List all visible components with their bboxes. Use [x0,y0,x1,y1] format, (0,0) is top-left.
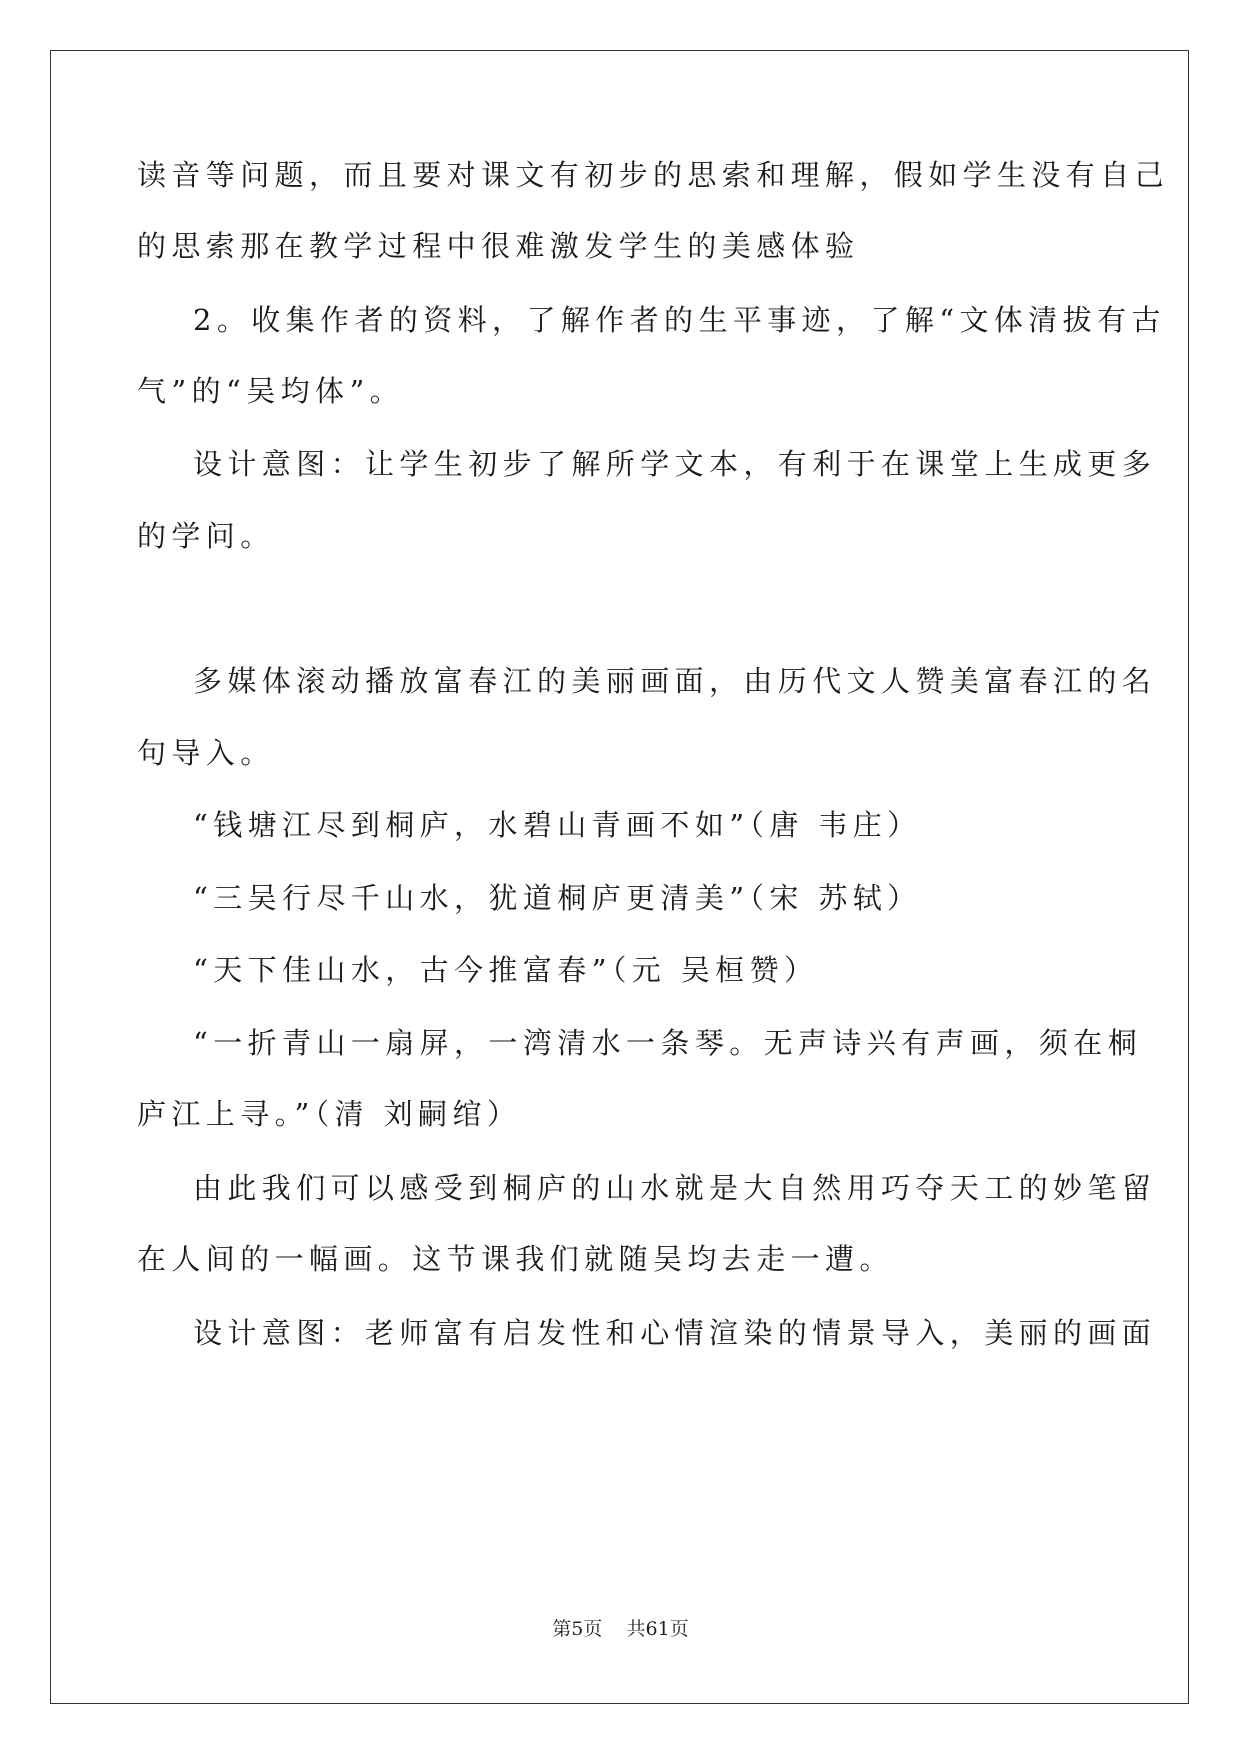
text-line: 读音等问题，而且要对课文有初步的思索和理解，假如学生没有自己 [137,158,1170,192]
page-footer [0,1617,1241,1641]
page-suffix: 页 [583,1618,603,1640]
text-line: 气”的“吴均体”。 [137,374,405,408]
text-line: 的学问。 [137,519,275,553]
text-line: 设计意图：老师富有启发性和心情渲染的情景导入，美丽的画面 [193,1316,1157,1350]
text-line: 2。收集作者的资料，了解作者的生平事迹，了解“文体清拔有古 [193,303,1166,337]
text-line: 庐江上寻。”（清 刘嗣绾） [137,1097,522,1131]
total-pages: 61 [645,1618,670,1640]
text-line: “天下佳山水，古今推富春”（元 吴桓赞） [193,953,819,987]
text-line: “一折青山一扇屏，一湾清水一条琴。无声诗兴有声画，须在桐 [193,1026,1143,1060]
text-line: 的思索那在教学过程中很难激发学生的美感体验 [137,229,860,263]
text-line: 由此我们可以感受到桐庐的山水就是大自然用巧夺天工的妙笔留 [193,1171,1157,1205]
page-border [50,50,1189,1704]
text-line: 句导入。 [137,736,275,770]
text-line: 设计意图：让学生初步了解所学文本，有利于在课堂上生成更多 [193,447,1157,481]
text-line: 多媒体滚动播放富春江的美丽画面，由历代文人赞美富春江的名 [193,664,1157,698]
text-line: 在人间的一幅画。这节课我们就随吴均去走一遭。 [137,1242,894,1276]
page-number: 5 [571,1618,584,1640]
text-line: “三吴行尽千山水，犹道桐庐更清美”（宋 苏轼） [193,881,922,915]
total-suffix: 页 [669,1618,689,1640]
page-prefix: 第 [552,1618,572,1640]
total-prefix: 共 [626,1618,646,1640]
text-line: “钱塘江尽到桐庐，水碧山青画不如”（唐 韦庄） [193,808,922,842]
